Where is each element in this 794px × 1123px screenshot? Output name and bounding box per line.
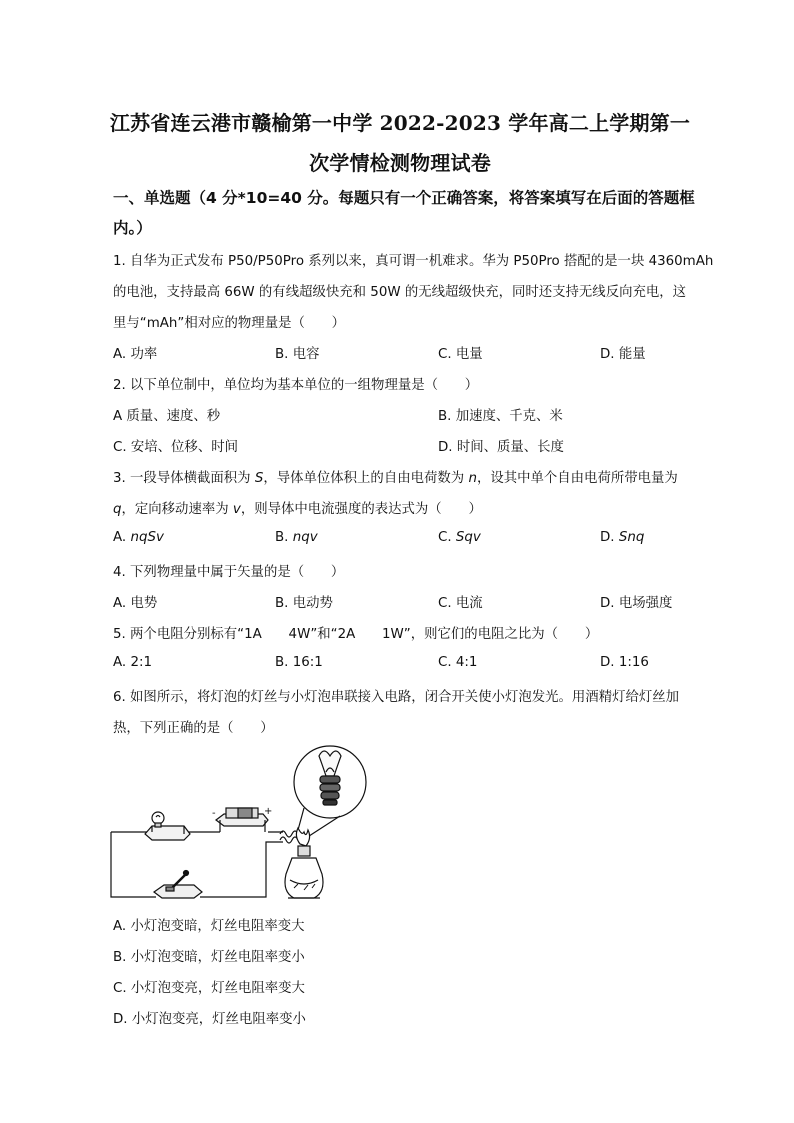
section-heading-line-2: 内。）: [113, 219, 152, 237]
q3-symbol-s: S: [254, 471, 264, 486]
q3-option-a-label: A.: [113, 530, 131, 545]
q5-option-d: D. 1:16: [600, 655, 649, 670]
q3-text: ，定向移动速率为: [121, 502, 233, 517]
q3-option-a-expr: nqSv: [130, 530, 164, 545]
q5-option-a: A. 2:1: [113, 655, 152, 670]
q2-option-b: B. 加速度、千克、米: [438, 409, 563, 424]
q1-option-b: B. 电容: [275, 347, 320, 362]
q1-stem-line-3: 里与“mAh”相对应的物理量是（ ）: [113, 316, 346, 331]
q3-option-c: [438, 530, 481, 545]
knife-switch-icon: [154, 871, 202, 899]
q1-option-a: A. 功率: [113, 347, 158, 362]
q6-stem-line-1: 6. 如图所示，将灯泡的灯丝与小灯泡串联接入电路，闭合开关使小灯泡发光。用酒精灯给灯丝加: [113, 690, 680, 705]
small-bulb-icon: [145, 812, 190, 840]
q5-option-c: C. 4:1: [438, 655, 478, 670]
q3-text: ，导体单位体积上的自由电荷数为: [263, 471, 469, 486]
q1-stem-line-1: 1. 自华为正式发布 P50/P50Pro 系列以来，真可谓一机难求。华为 P50Pro 搭配的是一块 4360mAh: [113, 254, 714, 269]
q4-option-b: B. 电动势: [275, 596, 333, 611]
q3-stem-line-2: [113, 498, 482, 517]
alcohol-lamp-icon: [285, 828, 323, 898]
q6-option-a: A. 小灯泡变暗，灯丝电阻率变大: [113, 919, 305, 934]
q2-option-d: D. 时间、质量、长度: [438, 440, 564, 455]
q3-symbol-n: n: [468, 471, 477, 486]
q4-option-a: A. 电势: [113, 596, 158, 611]
q1-option-d: D. 能量: [600, 347, 646, 362]
q2-option-c: C. 安培、位移、时间: [113, 440, 238, 455]
q4-option-d: D. 电场强度: [600, 596, 673, 611]
battery-minus-label: -: [212, 808, 216, 819]
q3-text: 3. 一段导体横截面积为: [113, 471, 255, 486]
q2-stem: 2. 以下单位制中，单位均为基本单位的一组物理量是（ ）: [113, 378, 479, 393]
q3-text: ，设其中单个自由电荷所带电量为: [476, 471, 678, 486]
q3-option-d: [600, 530, 644, 545]
q3-option-b-label: B.: [275, 530, 293, 545]
q4-stem: 4. 下列物理量中属于矢量的是（ ）: [113, 565, 345, 580]
battery-plus-label: +: [264, 806, 273, 817]
q3-option-b-expr: nqv: [292, 530, 318, 545]
battery-icon: [216, 808, 268, 832]
q6-option-b: B. 小灯泡变暗，灯丝电阻率变小: [113, 950, 305, 965]
q4-option-c: C. 电流: [438, 596, 483, 611]
magnified-bulb-icon: [294, 746, 366, 838]
circuit-diagram: [108, 742, 368, 912]
q3-option-d-expr: Snq: [618, 530, 645, 545]
q3-option-c-expr: Sqv: [455, 530, 481, 545]
q6-option-d: D. 小灯泡变亮，灯丝电阻率变小: [113, 1012, 306, 1027]
q3-option-b: [275, 530, 318, 545]
q2-option-a: A 质量、速度、秒: [113, 409, 221, 424]
q3-symbol-v: v: [232, 502, 241, 517]
q6-stem-line-2: 热，下列正确的是（ ）: [113, 721, 274, 736]
q3-text: ，则导体中电流强度的表达式为（ ）: [240, 502, 482, 517]
q6-option-c: C. 小灯泡变亮，灯丝电阻率变大: [113, 981, 305, 996]
section-heading-line-1: 一、单选题（4 分*10=40 分。每题只有一个正确答案，将答案填写在后面的答题框: [113, 189, 695, 207]
q5-option-b: B. 16:1: [275, 655, 323, 670]
q3-option-c-label: C.: [438, 530, 456, 545]
q1-stem-line-2: 的电池，支持最高 66W 的有线超级快充和 50W 的无线超级快充，同时还支持无线反向充电，这: [113, 285, 687, 300]
exam-title-line-2: 次学情检测物理试卷: [309, 151, 491, 175]
q5-stem: 5. 两个电阻分别标有“1A 4W”和“2A 1W”，则它们的电阻之比为（ ）: [113, 627, 599, 642]
q3-option-d-label: D.: [600, 530, 619, 545]
q3-stem-line-1: [113, 467, 678, 486]
q1-option-c: C. 电量: [438, 347, 483, 362]
exam-title-line-1: 江苏省连云港市赣榆第一中学 2022-2023 学年高二上学期第一: [109, 111, 691, 135]
q3-symbol-q: q: [113, 502, 122, 517]
q3-option-a: [113, 530, 164, 545]
